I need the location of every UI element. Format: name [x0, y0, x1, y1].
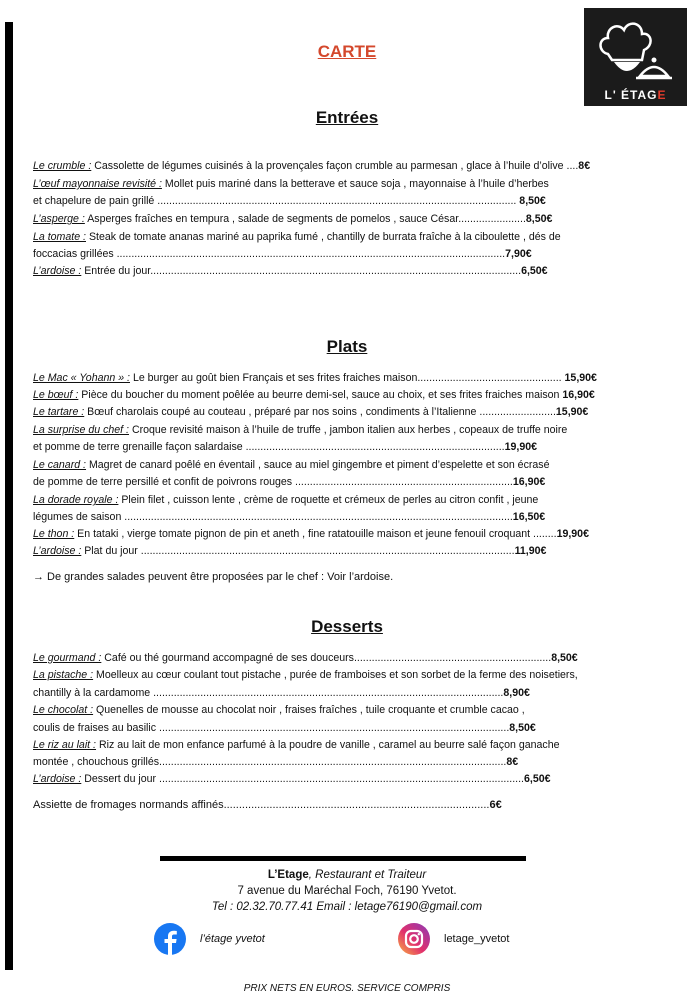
menu-line: Le riz au lait : Riz au lait de mon enfance parfumé à la poudre de vanille , caramel au beurre salé façon ganache [33, 739, 560, 751]
page-title: CARTE [317, 42, 377, 61]
menu-line: L’asperge : Asperges fraîches en tempura , salade de segments de pomelos , sauce César.......................8,50€ [33, 213, 553, 225]
facebook-handle[interactable]: l’étage yvetot [200, 933, 265, 945]
salad-note: → De grandes salades peuvent être proposées par le chef : Voir l’ardoise. [33, 571, 394, 583]
menu-line: La dorade royale : Plein filet , cuisson lente , crème de roquette et crémeux de perles au citron confit , jeune [33, 494, 539, 506]
menu-line: L’ardoise : Entrée du jour..............................................................................................................................6,50€ [33, 265, 548, 277]
menu-line: coulis de fraises au basilic .......................................................................................................................8,50€ [33, 722, 536, 734]
price-note: PRIX NETS EN EUROS. SERVICE COMPRIS [243, 983, 451, 994]
menu-line: Le thon : En tataki , vierge tomate pignon de pin et aneth , fine ratatouille maison et jeune fenouil croquant ........19,90€ [33, 528, 589, 540]
menu-line: L’ardoise : Dessert du jour ............................................................................................................................6,50€ [33, 773, 551, 785]
footer-address: 7 avenue du Maréchal Foch, 76190 Yvetot. [237, 885, 457, 897]
menu-line: montée , chouchous grillés......................................................................................................................8€ [33, 756, 519, 768]
menu-line: Le canard : Magret de canard poêlé en éventail , sauce au miel gingembre et piment d’espelette et son écrasé [33, 459, 550, 471]
facebook-icon[interactable] [154, 923, 186, 955]
menu-line: et chapelure de pain grillé .......................................................................................................................... 8,50€ [33, 195, 546, 207]
section-title-desserts: Desserts [311, 617, 383, 636]
instagram-handle[interactable]: letage_yvetot [444, 933, 510, 945]
menu-line: Le chocolat : Quenelles de mousse au chocolat noir , fraises fraîches , tuile croquante et crumble cacao , [33, 704, 525, 716]
menu-line: et pomme de terre grenaille façon salardaise ........................................................................................19,90€ [33, 441, 537, 453]
menu-line: Le bœuf : Pièce du boucher du moment poêlée au beurre demi-sel, sauce au choix, et ses frites fraiches maison 16,90€ [33, 389, 595, 401]
menu-line: foccacias grillées ....................................................................................................................................7,90€ [33, 248, 532, 260]
menu-line: Le Mac « Yohann » : Le burger au goût bien Français et ses frites fraiches maison................................................. 15,90€ [33, 372, 597, 384]
menu-line: Le crumble : Cassolette de légumes cuisinés à la provençales façon crumble au parmesan , glace à l’huile d’olive ....8€ [33, 160, 591, 172]
menu-line: chantilly à la cardamome .......................................................................................................................8,90€ [33, 687, 530, 699]
menu-line: La pistache : Moelleux au cœur coulant tout pistache , purée de framboises et son sorbet de la ferme des noisetiers, [33, 669, 578, 681]
section-title-plats: Plats [326, 337, 368, 356]
menu-line: L’ardoise : Plat du jour ...............................................................................................................................11,90€ [33, 545, 547, 557]
footer-restaurant-name: L’Etage, Restaurant et Traiteur [267, 869, 427, 881]
menu-line: Le gourmand : Café ou thé gourmand accompagné de ses douceurs...................................................................8,50€ [33, 652, 578, 664]
menu-line: La tomate : Steak de tomate ananas mariné au paprika fumé , chantilly de burrata fraîche à la ciboulette , dés de [33, 231, 561, 243]
menu-line: Le tartare : Bœuf charolais coupé au couteau , préparé par nos soins , condiments à l’Italienne ..........................15,90€ [33, 406, 589, 418]
menu-line: de pomme de terre persillé et confit de poivrons rouges ..........................................................................16,90€ [33, 476, 546, 488]
cheese-plate-line: Assiette de fromages normands affinés.......................................................................................6€ [33, 799, 502, 811]
left-border-bar [5, 22, 13, 970]
menu-line: légumes de saison ....................................................................................................................................16,50€ [33, 511, 546, 523]
instagram-icon[interactable] [398, 923, 430, 955]
menu-line: La surprise du chef : Croque revisité maison à l’huile de truffe , jambon italien aux herbes , copeaux de truffe noire [33, 424, 568, 436]
section-title-entrees: Entrées [315, 108, 379, 127]
menu-line: L’œuf mayonnaise revisité : Mollet puis mariné dans la betterave et sauce soja , mayonnaise à l’huile d’herbes [33, 178, 549, 190]
logo-wordmark: L' ÉTAGE [604, 88, 667, 102]
footer-contact: Tel : 02.32.70.77.41 Email : letage76190@gmail.com [211, 901, 483, 913]
footer-divider [160, 856, 526, 861]
